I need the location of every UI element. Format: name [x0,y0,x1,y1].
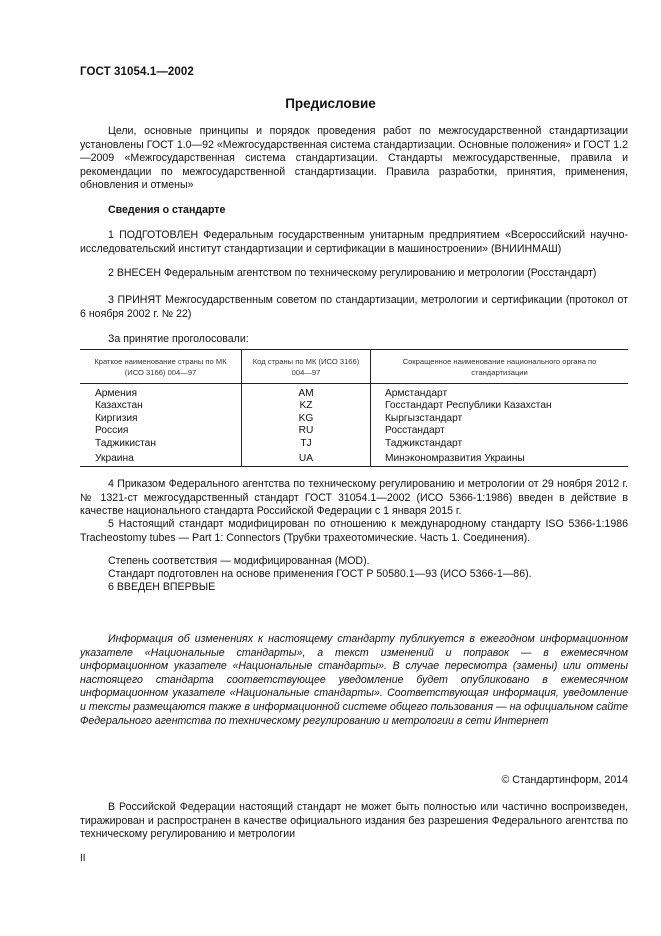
body-cell: Госстандарт Республики Казахстан [371,400,629,412]
item-3-adopted: 3 ПРИНЯТ Межгосударственным советом по стандартизации, метрологии и сертификации (протокол от 6 ноября 2002 г. № 22) [80,294,628,320]
code-cell: RU [242,425,371,437]
table-row [80,384,628,401]
table-header-code: Код страны по МК (ИСО 3166) 004—97 [242,350,371,384]
table-row [80,450,628,467]
item-5-degree: Степень соответствия — модифицированная (MOD). [108,555,370,567]
body-cell: Росстандарт [371,425,629,437]
body-cell: Таджикстандарт [371,438,629,450]
table-row [80,438,628,450]
code-cell: KZ [242,400,371,412]
table-header-body: Сокращенное наименование национального органа по стандартизации [371,350,629,384]
country-cell: Киргизия [95,412,138,424]
item-6-introduced: 6 ВВЕДЕН ВПЕРВЫЕ [108,581,216,593]
body-cell: Кыргызстандарт [371,413,629,425]
intro-paragraph: Цели, основные принципы и порядок проведения работ по межгосударственной стандартизации установлены ГОСТ 1.0—92 «Межгосударственная система стандартизации. Основные положения» и ГОСТ 1.2—2009 «Межгосударственная система стандартизации. Стандарты межгосударственные, правила и рекомендации по межгосударственной стандартизации. Правила разработки, принятия, применения, обновления и отмены» [80,125,628,192]
item-5-modified: 5 Настоящий стандарт модифицирован по отношению к международному стандарту ISO 5366-1:1986 Tracheostomy tubes — Part 1: Connectors (Трубки трахеотомические. Часть 1. Соединения). [80,518,628,544]
item-4-order: 4 Приказом Федерального агентства по техническому регулированию и метрологии от 29 ноября 2012 г. № 1321-ст межгосударственный стандарт ГОСТ 31054.1—2002 (ИСО 5366-1:1986) введен в действие в качестве национального стандарта Российской Федерации с 1 января 2015 г. [80,478,628,518]
country-cell: Таджикистан [95,437,156,449]
voted-label: За принятие проголосовали: [108,333,249,345]
item-5-basis: Стандарт подготовлен на основе применения ГОСТ Р 50580.1—93 (ИСО 5366-1—86). [108,568,532,580]
table-row [80,400,628,412]
code-cell: KG [242,413,371,425]
item-2-submitted: 2 ВНЕСЕН Федеральным агентством по техническому регулированию и метрологии (Росстандарт) [108,267,597,279]
country-cell: Россия [95,425,129,437]
standard-code-header: ГОСТ 31054.1—2002 [80,66,194,78]
info-notice-paragraph: Информация об изменениях к настоящему стандарту публикуется в ежегодном информационном указателе «Национальные стандарты», а текст изменений и поправок — в ежемесячном информационном указателе «Национальные стандарты». В случае пересмотра (замены) или отмены настоящего стандарта соответствующее уведомление будет опубликовано в ежемесячном информационном указателе «Национальные стандарты». Соответствующая информация, уведомление и тексты размещаются также в информационной системе общего пользования — на официальном сайте Федерального агентства по техническому регулированию и метрологии в сети Интернет [80,633,628,727]
table-header-country: Краткое наименование страны по МК (ИСО 3166) 004—97 [80,350,242,384]
country-cell: Армения [95,388,137,399]
section-title: Сведения о стандарте [108,204,226,216]
item-1-prepared: 1 ПОДГОТОВЛЕН Федеральным государственным унитарным предприятием «Всероссийский научно-исследовательский институт стандартизации и сертификации в машиностроении» (ВНИИНМАШ) [80,229,628,255]
body-cell: Армстандарт [371,384,629,401]
table-row [80,425,628,437]
voting-countries-table [80,349,628,467]
page-title: Предисловие [285,96,376,111]
table-row [80,413,628,425]
country-cell: Украина [80,450,242,467]
body-cell: Минэкономразвития Украины [371,450,629,467]
code-cell: TJ [242,438,371,450]
copyright-line: © Стандартинформ, 2014 [501,774,628,786]
code-cell: AM [242,384,371,401]
reproduction-notice-paragraph: В Российской Федерации настоящий стандарт не может быть полностью или частично воспроизведен, тиражирован и распространен в качестве официального издания без разрешения Федерального агентства по техническому регулированию и метрологии [80,801,628,841]
code-cell: UA [242,450,371,467]
country-cell: Казахстан [95,400,143,412]
table-header-row [80,350,628,384]
page-number: II [80,853,86,864]
